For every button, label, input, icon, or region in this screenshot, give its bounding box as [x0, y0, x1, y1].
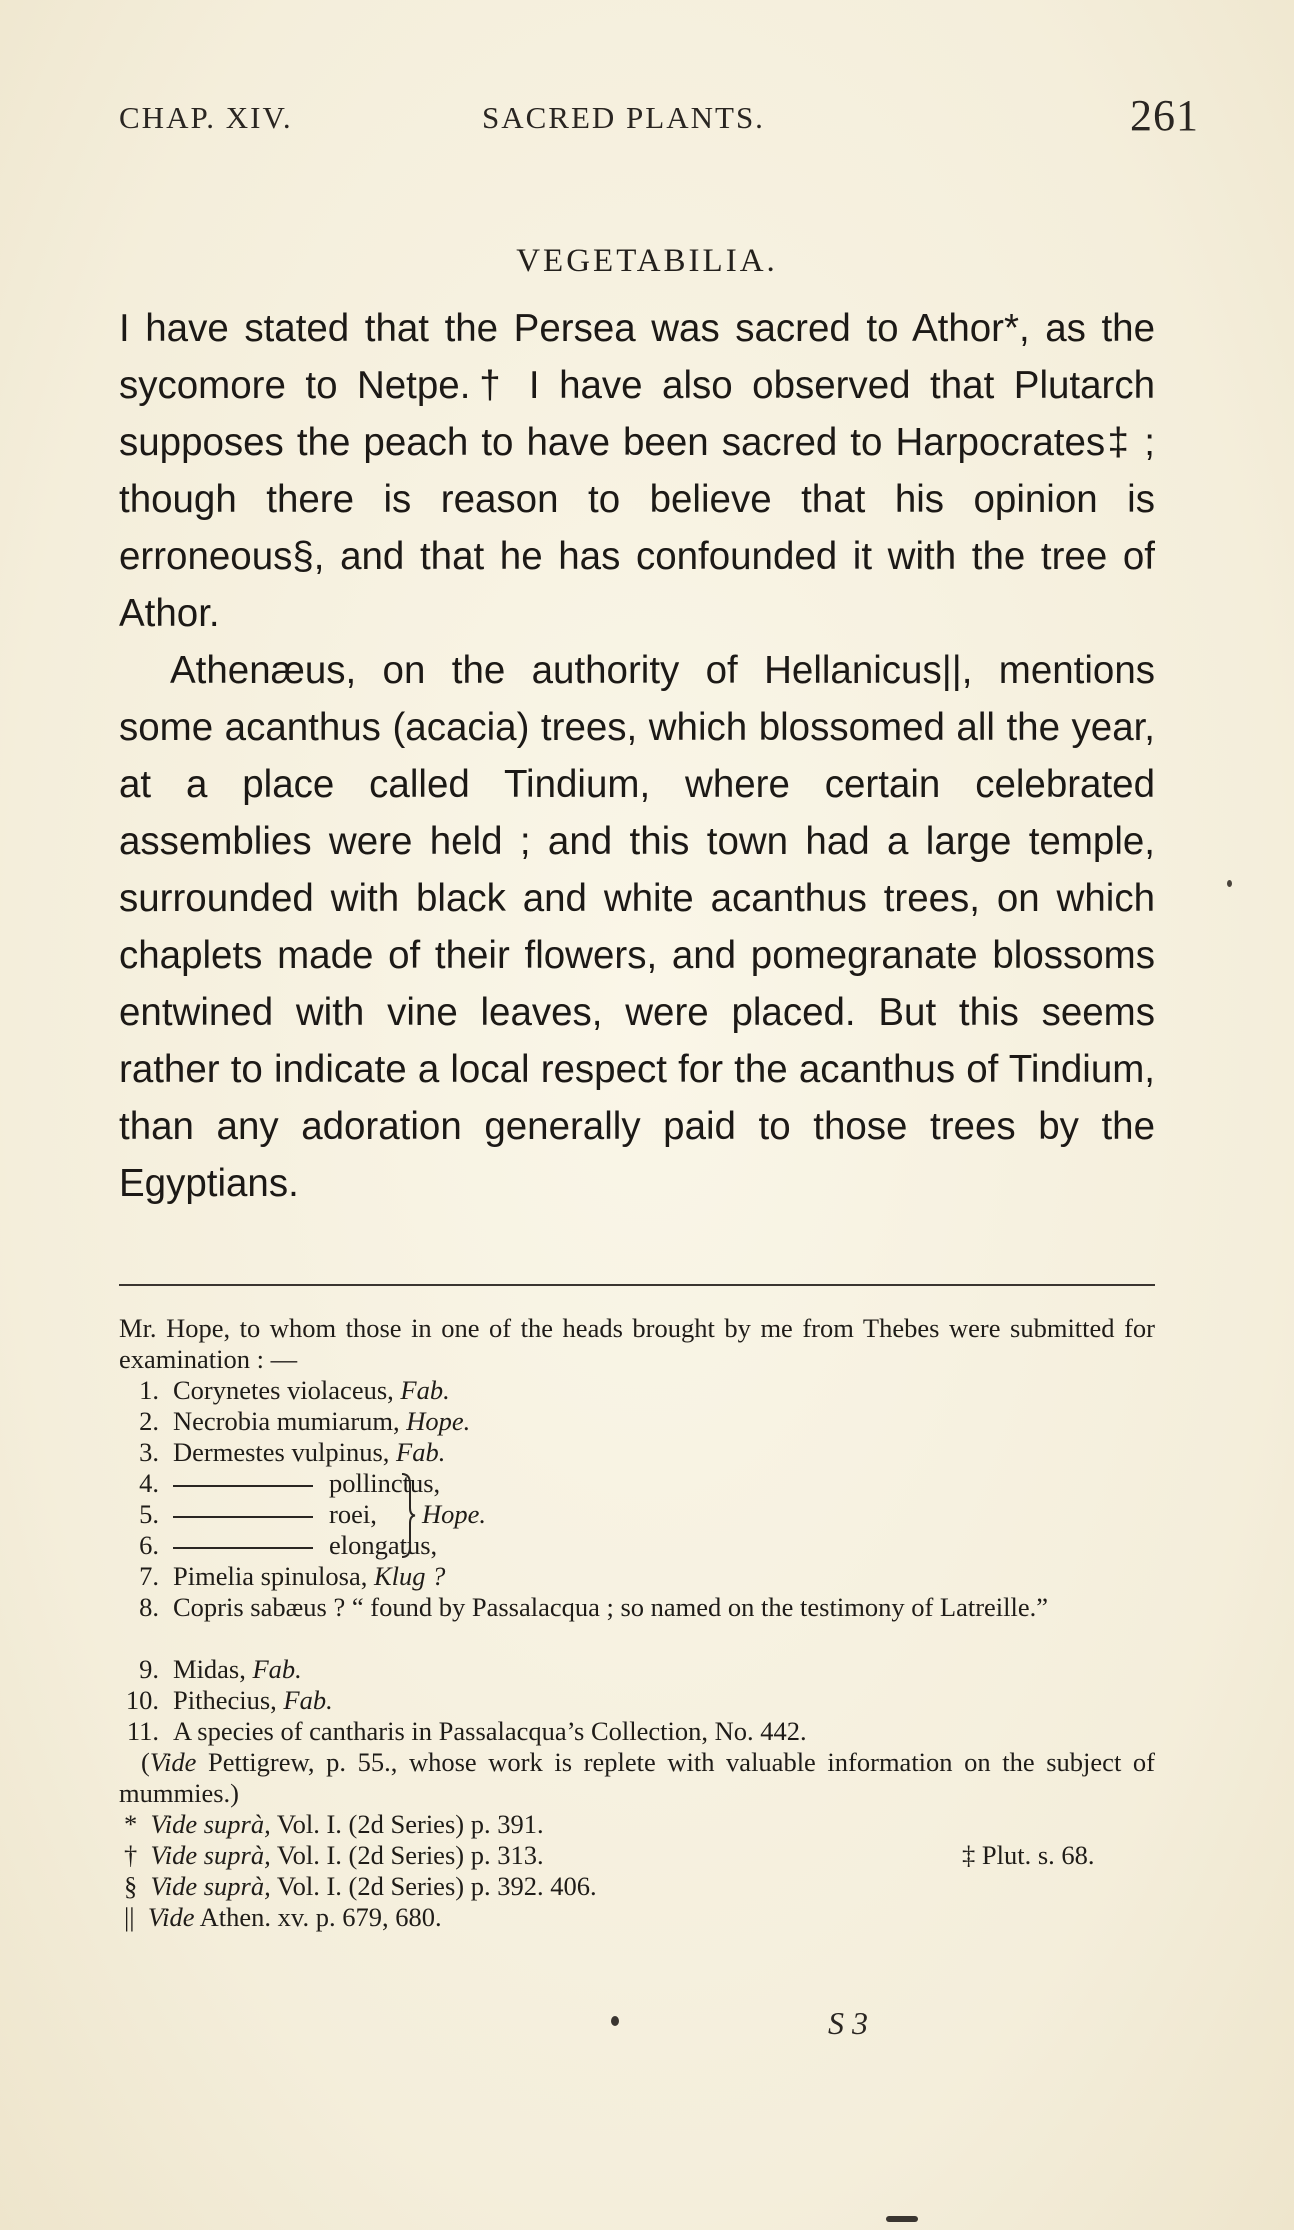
- brace-icon: [400, 1472, 416, 1559]
- species-item-3: 3. Dermestes vulpinus, Fab.: [139, 1437, 446, 1467]
- species-item-8: 8. Copris sabæus ? “ found by Passalacqua ; so named on the testimony of Latreille.”: [139, 1592, 1049, 1622]
- page-number: 261: [1130, 91, 1199, 140]
- running-head-chapter: CHAP. XIV.: [119, 100, 293, 135]
- species-item-11: 11. A species of cantharis in Passalacqua’s Collection, No. 442.: [126, 1716, 807, 1746]
- note-asterisk: * Vide suprà, Vol. I. (2d Series) p. 391.: [124, 1809, 544, 1839]
- section-heading: VEGETABILIA.: [516, 243, 778, 279]
- note-parallel: || Vide Athen. xv. p. 679, 680.: [124, 1902, 442, 1932]
- species-item-9: 9. Midas, Fab.: [139, 1654, 302, 1684]
- species-item-4: 4. pollinctus,: [139, 1468, 441, 1498]
- species-item-10: 10. Pithecius, Fab.: [125, 1685, 333, 1715]
- footnote-rule: [119, 1284, 1155, 1286]
- note-double-dagger: ‡ Plut. s. 68.: [962, 1840, 1095, 1870]
- ditto-dash: [173, 1485, 313, 1487]
- note-dagger: † Vide suprà, Vol. I. (2d Series) p. 313.: [124, 1840, 544, 1870]
- printer-signature: S 3: [828, 2005, 868, 2041]
- note-section: § Vide suprà, Vol. I. (2d Series) p. 392. 406.: [124, 1871, 597, 1901]
- footnote-intro: Mr. Hope, to whom those in one of the heads brought by me from Thebes were submitted for examination : —: [119, 1313, 1155, 1374]
- species-item-7: 7. Pimelia spinulosa, Klug ?: [139, 1561, 446, 1591]
- species-item-5: 5. roei,: [139, 1499, 377, 1529]
- paragraph-1: I have stated that the Persea was sacred to Athor*, as the sycomore to Netpe.† I have also observed that Plutarch supposes the peach to have been sacred to Harpocrates‡ ; though there is reason to believe that his opinion is erroneous§, and that he has confounded it with the tree of Athor.: [119, 307, 1155, 635]
- ink-blot: [611, 2016, 619, 2026]
- species-item-11-cont: (Vide Pettigrew, p. 55., whose work is replete with valuable information on the subject of mummies.): [119, 1747, 1155, 1808]
- ink-blot: [886, 2216, 918, 2222]
- ink-blot: [1227, 880, 1232, 887]
- paragraph-2: Athenæus, on the authority of Hellanicus||, mentions some acanthus (acacia) trees, which blossomed all the year, at a place called Tindium, where certain celebrated assemblies were held ; and this town had a large temple, surrounded with black and white acanthus trees, on which chaplets made of their flowers, and pomegranate blossoms entwined with vine leaves, were placed. But this seems rather to indicate a local respect for the acanthus of Tindium, than any adoration generally paid to those trees by the Egyptians.: [119, 649, 1155, 1205]
- running-head-title: SACRED PLANTS.: [482, 100, 765, 135]
- group-author: Hope.: [422, 1499, 487, 1529]
- ditto-dash: [173, 1547, 313, 1549]
- species-item-6: 6. elongatus,: [139, 1530, 438, 1560]
- ditto-dash: [173, 1516, 313, 1518]
- species-item-2: 2. Necrobia mumiarum, Hope.: [139, 1406, 471, 1436]
- species-item-1: 1. Corynetes violaceus, Fab.: [139, 1375, 450, 1405]
